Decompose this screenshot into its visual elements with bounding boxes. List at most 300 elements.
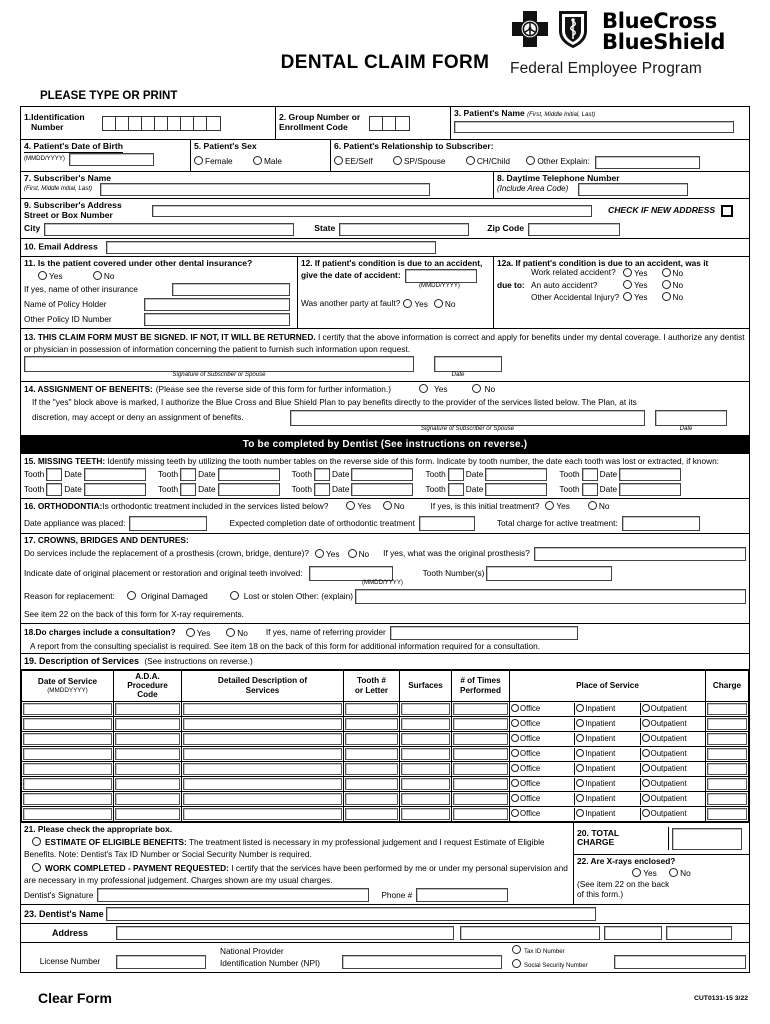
radio-original-damaged[interactable] <box>127 591 136 600</box>
accident-type-row: Work related accident? Yes No <box>531 267 684 278</box>
field-20-total-charge: 20. TOTAL CHARGE <box>574 823 749 855</box>
ortho-included-yes[interactable]: Yes <box>346 501 371 511</box>
tooth-date-input[interactable] <box>84 468 146 481</box>
radio-fault-no[interactable] <box>434 299 443 308</box>
dentist-address-state-input[interactable] <box>604 926 662 940</box>
tooth-date-input[interactable] <box>351 468 413 481</box>
dentist-address-city-input[interactable] <box>460 926 600 940</box>
appliance-date-input[interactable] <box>129 516 207 531</box>
radio-prosthesis-no[interactable] <box>348 549 357 558</box>
state-input[interactable] <box>339 223 469 236</box>
group-number-input[interactable] <box>369 116 410 131</box>
prosthesis-no[interactable]: No <box>348 549 370 559</box>
tooth-input[interactable] <box>180 468 196 481</box>
field-1-identification-number: 1.Identification Number <box>21 107 276 139</box>
other-insurance-name-input[interactable] <box>172 283 290 296</box>
radio-social-security-number[interactable] <box>512 959 521 968</box>
cell-ada-code[interactable] <box>114 716 182 731</box>
dentist-name-input[interactable] <box>106 907 596 921</box>
field-21-check-box: 21. Please check the appropriate box. ESTIMATE OF ELIGIBLE BENEFITS: The treatment listed is necessary in my professional judgement and I request Estimate of Eligible Benefits. Note: Dentist's Tax ID Number or Social Security Number is required. WORK COMPLETED - PAYMENT REQUESTED: I certify that the services have been performed by me or under my personal supervision and are necessary in my professional judgement. Charges shown are my usual charges. Dentist's Signature Phone # <box>21 823 574 904</box>
cell-place-of-service <box>510 761 706 776</box>
cell-surfaces[interactable] <box>400 806 452 821</box>
assignment-signature-input[interactable] <box>290 410 645 426</box>
tooth-numbers-input[interactable] <box>486 566 612 581</box>
radio-consult-yes[interactable] <box>186 628 195 637</box>
radio-ch-child[interactable] <box>466 156 475 165</box>
th-description: Detailed Description of Services <box>182 670 344 701</box>
cell-charge[interactable] <box>706 776 749 791</box>
assignment-yes[interactable]: Yes <box>419 384 448 394</box>
place-inpatient[interactable]: Inpatient <box>575 733 640 745</box>
place-office[interactable]: Office <box>510 808 575 820</box>
tooth-date-input[interactable] <box>485 483 547 496</box>
row-18-consultation <box>21 624 749 654</box>
cell-date[interactable] <box>22 776 114 791</box>
cell-date[interactable] <box>22 716 114 731</box>
row-19-services-header <box>21 654 749 669</box>
cell-charge[interactable] <box>706 761 749 776</box>
cell-description[interactable] <box>182 806 344 821</box>
cell-times[interactable] <box>452 791 510 806</box>
cell-ada-code[interactable] <box>114 746 182 761</box>
cell-ada-code[interactable] <box>114 731 182 746</box>
reason-original-damaged[interactable]: Original Damaged <box>127 591 208 601</box>
type-or-print-instruction: PLEASE TYPE OR PRINT <box>40 90 178 102</box>
accident-date-input[interactable] <box>405 269 477 283</box>
cell-charge[interactable] <box>706 806 749 821</box>
other-policy-id-input[interactable] <box>144 313 290 326</box>
radio-inpatient[interactable] <box>576 809 584 817</box>
cell-date[interactable] <box>22 746 114 761</box>
field-4-date-of-birth: 4. Patient's Date of Birth (MMDD/YYYY) <box>21 140 191 171</box>
referring-provider-input[interactable] <box>390 626 578 640</box>
radio-ortho-initial-yes[interactable] <box>545 501 554 510</box>
place-office[interactable]: Office <box>510 718 575 730</box>
cell-tooth[interactable] <box>344 746 400 761</box>
relationship-option-ee-self[interactable]: EE/Self <box>334 156 373 166</box>
tooth-date-input[interactable] <box>619 468 681 481</box>
table-row <box>22 746 749 761</box>
radio-xrays-no[interactable] <box>669 868 678 877</box>
row-email <box>21 239 749 257</box>
field-2-group-number: 2. Group Number or Enrollment Code <box>276 107 451 139</box>
form-code-label: CUT0131-15 3/22 <box>693 995 748 1002</box>
row-14-assignment <box>21 382 749 435</box>
row-license-npi-taxid <box>21 943 749 972</box>
fault-no[interactable]: No <box>434 299 456 309</box>
radio-fault-yes[interactable] <box>403 299 412 308</box>
logo-line-1: BlueCross <box>602 8 717 33</box>
cell-surfaces[interactable] <box>400 776 452 791</box>
ortho-included-no[interactable]: No <box>383 501 405 511</box>
field-11-other-insurance: 11. Is the patient covered under other dental insurance? Yes No If yes, name of other insurance Name of Policy Holder Other Policy ID Number <box>21 257 298 329</box>
cell-place-of-service <box>510 746 706 761</box>
relationship-option-sp-spouse[interactable]: SP/Spouse <box>393 156 446 166</box>
cell-description[interactable] <box>182 746 344 761</box>
place-outpatient[interactable]: Outpatient <box>641 808 705 820</box>
tooth-date-input[interactable] <box>485 468 547 481</box>
field-9-subscriber-address: 9. Subscriber's Address Street or Box Number CHECK IF NEW ADDRESS City State Zip Code <box>21 199 749 237</box>
radio-outpatient[interactable] <box>642 809 650 817</box>
services-table <box>21 670 749 822</box>
table-row <box>22 791 749 806</box>
radio-ortho-initial-no[interactable] <box>588 501 597 510</box>
place-outpatient[interactable]: Outpatient <box>641 793 705 805</box>
place-outpatient[interactable]: Outpatient <box>641 733 705 745</box>
radio-work-yes[interactable] <box>623 268 632 277</box>
place-inpatient[interactable]: Inpatient <box>575 703 640 715</box>
cell-times[interactable] <box>452 701 510 716</box>
radio-xrays-yes[interactable] <box>632 868 641 877</box>
row-identification <box>21 107 749 140</box>
radio-work-completed-payment-requested[interactable] <box>32 863 41 872</box>
cell-times[interactable] <box>452 716 510 731</box>
radio-other-injury-yes[interactable] <box>623 292 632 301</box>
cell-description[interactable] <box>182 776 344 791</box>
th-charge: Charge <box>706 670 749 701</box>
email-input[interactable] <box>106 241 436 254</box>
radio-office[interactable] <box>511 704 519 712</box>
subscriber-name-input[interactable] <box>100 183 430 196</box>
place-office[interactable]: Office <box>510 703 575 715</box>
reason-explain-input[interactable] <box>355 589 746 604</box>
cell-tooth[interactable] <box>344 806 400 821</box>
tax-id-or-ssn-input[interactable] <box>614 955 746 969</box>
cell-description[interactable] <box>182 791 344 806</box>
radio-other-ins-no[interactable] <box>93 271 102 280</box>
row-dentist-band <box>21 436 749 454</box>
cell-ada-code[interactable] <box>114 806 182 821</box>
field-16-orthodontia: 16. ORTHODONTIA: Is orthodontic treatment included in the services listed below? Yes No If yes, is this initial treatment? Yes No Date appliance was placed: Expected completion date of orthodontic treatment Total charge for active treatment: <box>21 499 749 532</box>
services-table-body <box>22 701 749 821</box>
radio-inpatient[interactable] <box>576 764 584 772</box>
dentist-address-street-input[interactable] <box>116 926 454 940</box>
radio-other-injury-no[interactable] <box>662 292 671 301</box>
cell-surfaces[interactable] <box>400 746 452 761</box>
place-outpatient[interactable]: Outpatient <box>641 748 705 760</box>
radio-ortho-yes[interactable] <box>346 501 355 510</box>
table-row <box>22 806 749 821</box>
row-dentist-address <box>21 924 749 943</box>
logo-tagline: Federal Employee Program <box>510 60 702 77</box>
place-outpatient[interactable]: Outpatient <box>641 718 705 730</box>
xrays-no[interactable]: No <box>669 868 691 878</box>
fault-yes[interactable]: Yes <box>403 299 428 309</box>
cell-times[interactable] <box>452 761 510 776</box>
other-insurance-no[interactable]: No <box>93 271 115 281</box>
table-row <box>22 701 749 716</box>
cell-surfaces[interactable] <box>400 731 452 746</box>
patient-name-input[interactable] <box>454 121 734 133</box>
cell-surfaces[interactable] <box>400 791 452 806</box>
row-16-orthodontia <box>21 499 749 533</box>
dentist-signature-input[interactable] <box>97 888 369 902</box>
radio-work-no[interactable] <box>662 268 671 277</box>
cell-date[interactable] <box>22 791 114 806</box>
radio-prosthesis-yes[interactable] <box>315 549 324 558</box>
radio-outpatient[interactable] <box>642 779 650 787</box>
row-21-20-22 <box>21 822 749 905</box>
radio-inpatient[interactable] <box>576 734 584 742</box>
cell-tooth[interactable] <box>344 761 400 776</box>
daytime-phone-input[interactable] <box>578 183 688 196</box>
tooth-input[interactable] <box>46 483 62 496</box>
tooth-date-input[interactable] <box>619 483 681 496</box>
relationship-other-input[interactable] <box>595 156 700 169</box>
cell-place-of-service <box>510 776 706 791</box>
tooth-date-input[interactable] <box>218 483 280 496</box>
th-ada-code: A.D.A. Procedure Code <box>114 670 182 701</box>
ortho-total-charge-input[interactable] <box>622 516 700 531</box>
field-22-xrays-enclosed: 22. Are X-rays enclosed? Yes No (See item 22 on the back of this form.) <box>577 855 691 899</box>
other-injury-yes[interactable]: Yes <box>623 292 648 302</box>
sex-option-male[interactable]: Male <box>253 156 282 166</box>
original-prosthesis-input[interactable] <box>534 547 746 561</box>
signature-date-input[interactable] <box>434 356 502 372</box>
consultation-yes[interactable]: Yes <box>186 628 211 638</box>
radio-outpatient[interactable] <box>642 719 650 727</box>
field-23-dentist-name: 23. Dentist's Name <box>21 905 749 923</box>
blue-shield-icon <box>556 8 590 55</box>
radio-consult-no[interactable] <box>226 628 235 637</box>
ortho-initial-no[interactable]: No <box>588 501 610 511</box>
radio-office[interactable] <box>511 764 519 772</box>
cell-times[interactable] <box>452 731 510 746</box>
tooth-input[interactable] <box>582 483 598 496</box>
cell-tooth[interactable] <box>344 716 400 731</box>
radio-office[interactable] <box>511 809 519 817</box>
th-tooth-number: Tooth # or Letter <box>344 670 400 701</box>
radio-office[interactable] <box>511 734 519 742</box>
row-subscriber-name-phone <box>21 172 749 200</box>
radio-assignment-yes[interactable] <box>419 384 428 393</box>
bcbs-logo <box>510 8 756 78</box>
cell-ada-code[interactable] <box>114 791 182 806</box>
claim-form-body <box>20 106 750 973</box>
street-address-input[interactable] <box>152 205 592 217</box>
cell-ada-code[interactable] <box>114 701 182 716</box>
radio-outpatient[interactable] <box>642 764 650 772</box>
assignment-no[interactable]: No <box>472 384 496 394</box>
radio-sp-spouse[interactable] <box>393 156 402 165</box>
cell-times[interactable] <box>452 746 510 761</box>
prosthesis-yes[interactable]: Yes <box>315 549 340 559</box>
cell-charge[interactable] <box>706 716 749 731</box>
cell-tooth[interactable] <box>344 791 400 806</box>
other-insurance-yes[interactable]: Yes <box>38 271 63 281</box>
field-15-missing-teeth: 15. MISSING TEETH: Identify missing teeth by utilizing the tooth number tables on the reverse side of this form. Indicate by tooth number, the date each tooth was lost or extracted, if known: Tooth Date Tooth Date Tooth Date Tooth Date Tooth Date Tooth Date Tooth Date Tooth Date Tooth Date Tooth Date <box>21 454 749 499</box>
assignment-date-input[interactable] <box>655 410 727 426</box>
radio-auto-no[interactable] <box>662 280 671 289</box>
field-17-crowns: 17. CROWNS, BRIDGES AND DENTURES: Do services include the replacement of a prosthesis (crown, bridge, denture)? Yes No If yes, what was the original prosthesis? Indicate date of original placement or restoration and original teeth involved: Tooth Number(s) (MMDD/YYYY) Reason for replacement: Original Damaged Lost or stolen Other: (explain) See item 22 on the back of this form for X-ray requirements. <box>21 534 749 623</box>
table-row <box>22 716 749 731</box>
logo-line-2: BlueShield <box>602 29 726 54</box>
cell-date[interactable] <box>22 731 114 746</box>
cell-tooth[interactable] <box>344 776 400 791</box>
field-5-patient-sex: 5. Patient's Sex Female Male <box>191 140 331 171</box>
ortho-initial-yes[interactable]: Yes <box>545 501 570 511</box>
place-office[interactable]: Office <box>510 778 575 790</box>
relationship-option-ch-child[interactable]: CH/Child <box>466 156 510 166</box>
tooth-input[interactable] <box>314 468 330 481</box>
radio-ortho-no[interactable] <box>383 501 392 510</box>
consultation-no[interactable]: No <box>226 628 248 638</box>
cell-description[interactable] <box>182 701 344 716</box>
cell-date[interactable] <box>22 701 114 716</box>
th-surfaces: Surfaces <box>400 670 452 701</box>
field-license-npi: License Number National Provider Identification Number (NPI) Tax ID Number Social Security Number <box>21 943 749 972</box>
table-row <box>22 776 749 791</box>
cell-tooth[interactable] <box>344 701 400 716</box>
radio-outpatient[interactable] <box>642 749 650 757</box>
zip-input[interactable] <box>528 223 620 236</box>
tooth-input[interactable] <box>180 483 196 496</box>
dentist-section-band: To be completed by Dentist (See instructions on reverse.) <box>21 436 749 453</box>
cell-description[interactable] <box>182 716 344 731</box>
dentist-address-zip-input[interactable] <box>666 926 732 940</box>
radio-lost-stolen[interactable] <box>230 591 239 600</box>
radio-auto-yes[interactable] <box>623 280 632 289</box>
total-charge-input[interactable] <box>672 828 742 850</box>
cell-description[interactable] <box>182 761 344 776</box>
tooth-input[interactable] <box>582 468 598 481</box>
th-times-performed: # of Times Performed <box>452 670 510 701</box>
row-other-insurance-accident <box>21 257 749 330</box>
field-18-consultation: 18.Do charges include a consultation? Yes No If yes, name of referring provider A report from the consulting specialist is required. See item 18 on the back of this form for additional information required for a consultation. <box>21 624 749 653</box>
tooth-input[interactable] <box>314 483 330 496</box>
ortho-completion-date-input[interactable] <box>419 516 475 531</box>
cell-times[interactable] <box>452 806 510 821</box>
place-outpatient[interactable]: Outpatient <box>641 778 705 790</box>
subscriber-signature-input[interactable] <box>24 356 414 372</box>
tooth-input[interactable] <box>448 468 464 481</box>
place-inpatient[interactable]: Inpatient <box>575 778 640 790</box>
field-dentist-address: Address <box>21 924 749 942</box>
cell-surfaces[interactable] <box>400 701 452 716</box>
xrays-yes[interactable]: Yes <box>632 868 657 878</box>
work-accident-yes[interactable]: Yes <box>623 268 648 278</box>
place-inpatient[interactable]: Inpatient <box>575 793 640 805</box>
tooth-input[interactable] <box>448 483 464 496</box>
field-19-description-of-services: 19. Description of Services (See instructions on reverse.) <box>24 656 253 667</box>
place-inpatient[interactable]: Inpatient <box>575 808 640 820</box>
auto-accident-no[interactable]: No <box>662 280 684 290</box>
work-accident-no[interactable]: No <box>662 268 684 278</box>
place-office[interactable]: Office <box>510 763 575 775</box>
license-number-input[interactable] <box>116 955 206 969</box>
radio-inpatient[interactable] <box>576 794 584 802</box>
place-office[interactable]: Office <box>510 748 575 760</box>
accident-type-row: An auto accident? Yes No <box>531 279 684 291</box>
radio-outpatient[interactable] <box>642 734 650 742</box>
tooth-input[interactable] <box>46 468 62 481</box>
row-dob-sex-relationship <box>21 140 749 172</box>
field-7-subscriber-name: 7. Subscriber's Name (First, Middle Initial, Last) <box>21 172 494 199</box>
city-input[interactable] <box>44 223 294 236</box>
radio-outpatient[interactable] <box>642 704 650 712</box>
cell-surfaces[interactable] <box>400 761 452 776</box>
identification-number-input[interactable] <box>102 116 221 131</box>
radio-inpatient[interactable] <box>576 749 584 757</box>
accident-type-row: Other Accidental Injury? Yes No <box>531 291 684 303</box>
radio-office[interactable] <box>511 719 519 727</box>
th-date-of-service: Date of Service (MMDDYYYY) <box>22 670 114 701</box>
relationship-option-other[interactable]: Other Explain: <box>526 156 590 166</box>
missing-teeth-row: Tooth Date Tooth Date Tooth Date Tooth Date Tooth Date <box>24 483 746 496</box>
cell-place-of-service <box>510 716 706 731</box>
radio-other-ins-yes[interactable] <box>38 271 47 280</box>
cell-date[interactable] <box>22 806 114 821</box>
tooth-date-input[interactable] <box>84 483 146 496</box>
place-inpatient[interactable]: Inpatient <box>575 718 640 730</box>
other-injury-no[interactable]: No <box>662 292 684 302</box>
field-12a-accident-type: 12a. If patient's condition is due to an accident, was it due to: Work related accident? Yes No An auto accident? Yes No Other Accidental Injury? Yes No <box>494 257 749 329</box>
clear-form-button[interactable]: Clear Form <box>38 990 112 1006</box>
field-3-patient-name: 3. Patient's Name (First, Middle Initial, Last) <box>451 107 749 139</box>
radio-office[interactable] <box>511 779 519 787</box>
radio-inpatient[interactable] <box>576 779 584 787</box>
cell-ada-code[interactable] <box>114 761 182 776</box>
place-outpatient[interactable]: Outpatient <box>641 703 705 715</box>
cell-description[interactable] <box>182 731 344 746</box>
radio-office[interactable] <box>511 749 519 757</box>
cell-charge[interactable] <box>706 791 749 806</box>
tooth-date-input[interactable] <box>218 468 280 481</box>
cell-place-of-service <box>510 731 706 746</box>
radio-assignment-no[interactable] <box>472 384 481 393</box>
radio-female[interactable] <box>194 156 203 165</box>
page-title: DENTAL CLAIM FORM <box>280 52 490 73</box>
radio-outpatient[interactable] <box>642 794 650 802</box>
radio-ee-self[interactable] <box>334 156 343 165</box>
date-of-birth-input[interactable] <box>69 153 154 166</box>
auto-accident-yes[interactable]: Yes <box>623 280 648 290</box>
radio-tax-id-number[interactable] <box>512 945 521 954</box>
radio-estimate-eligible-benefits[interactable] <box>32 837 41 846</box>
th-place-of-service: Place of Service <box>510 670 706 701</box>
place-outpatient[interactable]: Outpatient <box>641 763 705 775</box>
place-office[interactable]: Office <box>510 733 575 745</box>
cell-charge[interactable] <box>706 746 749 761</box>
radio-office[interactable] <box>511 794 519 802</box>
dentist-phone-input[interactable] <box>416 888 508 902</box>
radio-inpatient[interactable] <box>576 704 584 712</box>
cell-tooth[interactable] <box>344 731 400 746</box>
place-inpatient[interactable]: Inpatient <box>575 763 640 775</box>
cell-ada-code[interactable] <box>114 776 182 791</box>
npi-input[interactable] <box>342 955 502 969</box>
radio-inpatient[interactable] <box>576 719 584 727</box>
reason-lost-stolen-other[interactable]: Lost or stolen Other: (explain) <box>230 591 353 601</box>
place-office[interactable]: Office <box>510 793 575 805</box>
row-subscriber-address <box>21 199 749 238</box>
cell-times[interactable] <box>452 776 510 791</box>
field-8-daytime-phone: 8. Daytime Telephone Number (Include Area Code) <box>494 172 749 199</box>
field-10-email-address: 10. Email Address <box>21 239 749 256</box>
place-inpatient[interactable]: Inpatient <box>575 748 640 760</box>
cell-date[interactable] <box>22 761 114 776</box>
new-address-checkbox[interactable] <box>721 205 733 217</box>
sex-option-female[interactable]: Female <box>194 156 233 166</box>
cell-surfaces[interactable] <box>400 716 452 731</box>
total-and-xray-column <box>574 823 749 904</box>
radio-male[interactable] <box>253 156 262 165</box>
tooth-date-input[interactable] <box>351 483 413 496</box>
radio-other[interactable] <box>526 156 535 165</box>
cell-charge[interactable] <box>706 731 749 746</box>
policy-holder-name-input[interactable] <box>144 298 290 311</box>
cell-charge[interactable] <box>706 701 749 716</box>
